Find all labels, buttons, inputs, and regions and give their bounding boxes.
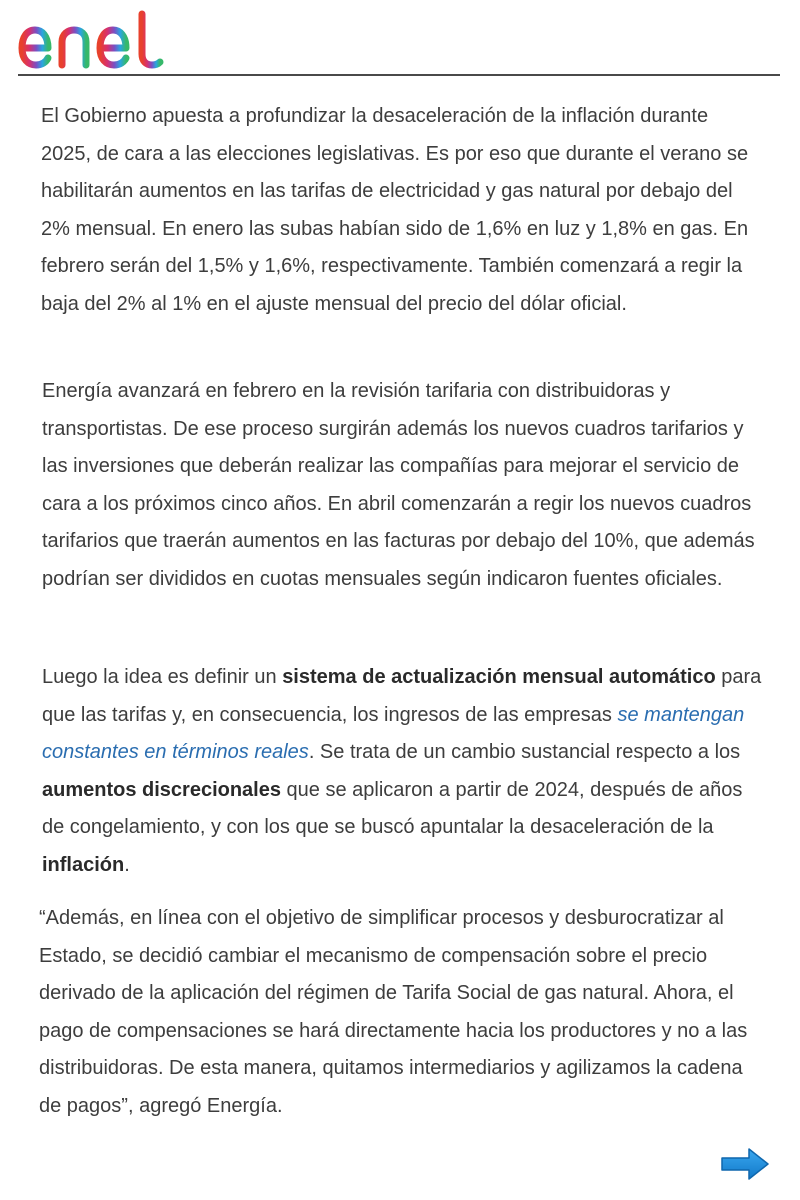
link-constant-real-terms[interactable]: se mantengan constantes en términos reales [42, 703, 745, 763]
paragraph-text: que se aplicaron a partir de 2024, después de años de congelamiento, y con los que se buscó apuntalar la desaceleración de la [42, 778, 743, 838]
arrow-right-icon[interactable] [719, 1146, 771, 1182]
bold-phrase-discretionary-increases: aumentos discrecionales [42, 778, 281, 801]
paragraph-text: . [124, 853, 130, 876]
bold-phrase-inflation: inflación [42, 853, 125, 876]
paragraph-text: . Se trata de un cambio sustancial respecto a los [308, 741, 741, 763]
paragraph-text: para que las tarifas y, en consecuencia, los ingresos de las empresas [42, 666, 762, 726]
article-paragraph-2: Energía avanzará en febrero en la revisión tarifaria con distribuidoras y transportistas. De ese proceso surgirán además los nuevos cuadros tarifarios y las inversiones que deberán realizar las compañías para mejorar el servicio de cara a los próximos cinco años. En abril comenzarán a regir los nuevos cuadros tarifarios que traerán aumentos en las facturas por debajo del 10%, que además podrían ser divididos en cuotas mensuales según indicaron fuentes oficiales. [42, 380, 755, 590]
bold-phrase-monthly-update: sistema de actualización mensual automático [282, 666, 716, 688]
article-paragraph-1: El Gobierno apuesta a profundizar la desaceleración de la inflación durante 2025, de cara a las elecciones legislativas. Es por eso que durante el verano se habilitarán aumentos en las tarifas de electricidad y gas natural por debajo del 2% mensual. En enero las subas habían sido de 1,6% en luz y 1,8% en gas. En febrero serán del 1,5% y 1,6%, respectivamente. También comenzará a regir la baja del 2% al 1% en el ajuste mensual del precio del dólar oficial. [41, 105, 749, 315]
paragraph-text: Luego la idea es definir un [42, 666, 283, 688]
article-paragraph-4: “Además, en línea con el objetivo de simplificar procesos y desburocratizar al Estado, se decidió cambiar el mecanismo de compensación sobre el precio derivado de la aplicación del régimen de Tarifa Social de gas natural. Ahora, el pago de compensaciones se hará directamente hacia los productores y no a las distribuidoras. De esta manera, quitamos intermediarios y agilizamos la cadena de pagos”, agregó Energía. [39, 907, 748, 1117]
article-paragraph-3 [42, 659, 764, 884]
